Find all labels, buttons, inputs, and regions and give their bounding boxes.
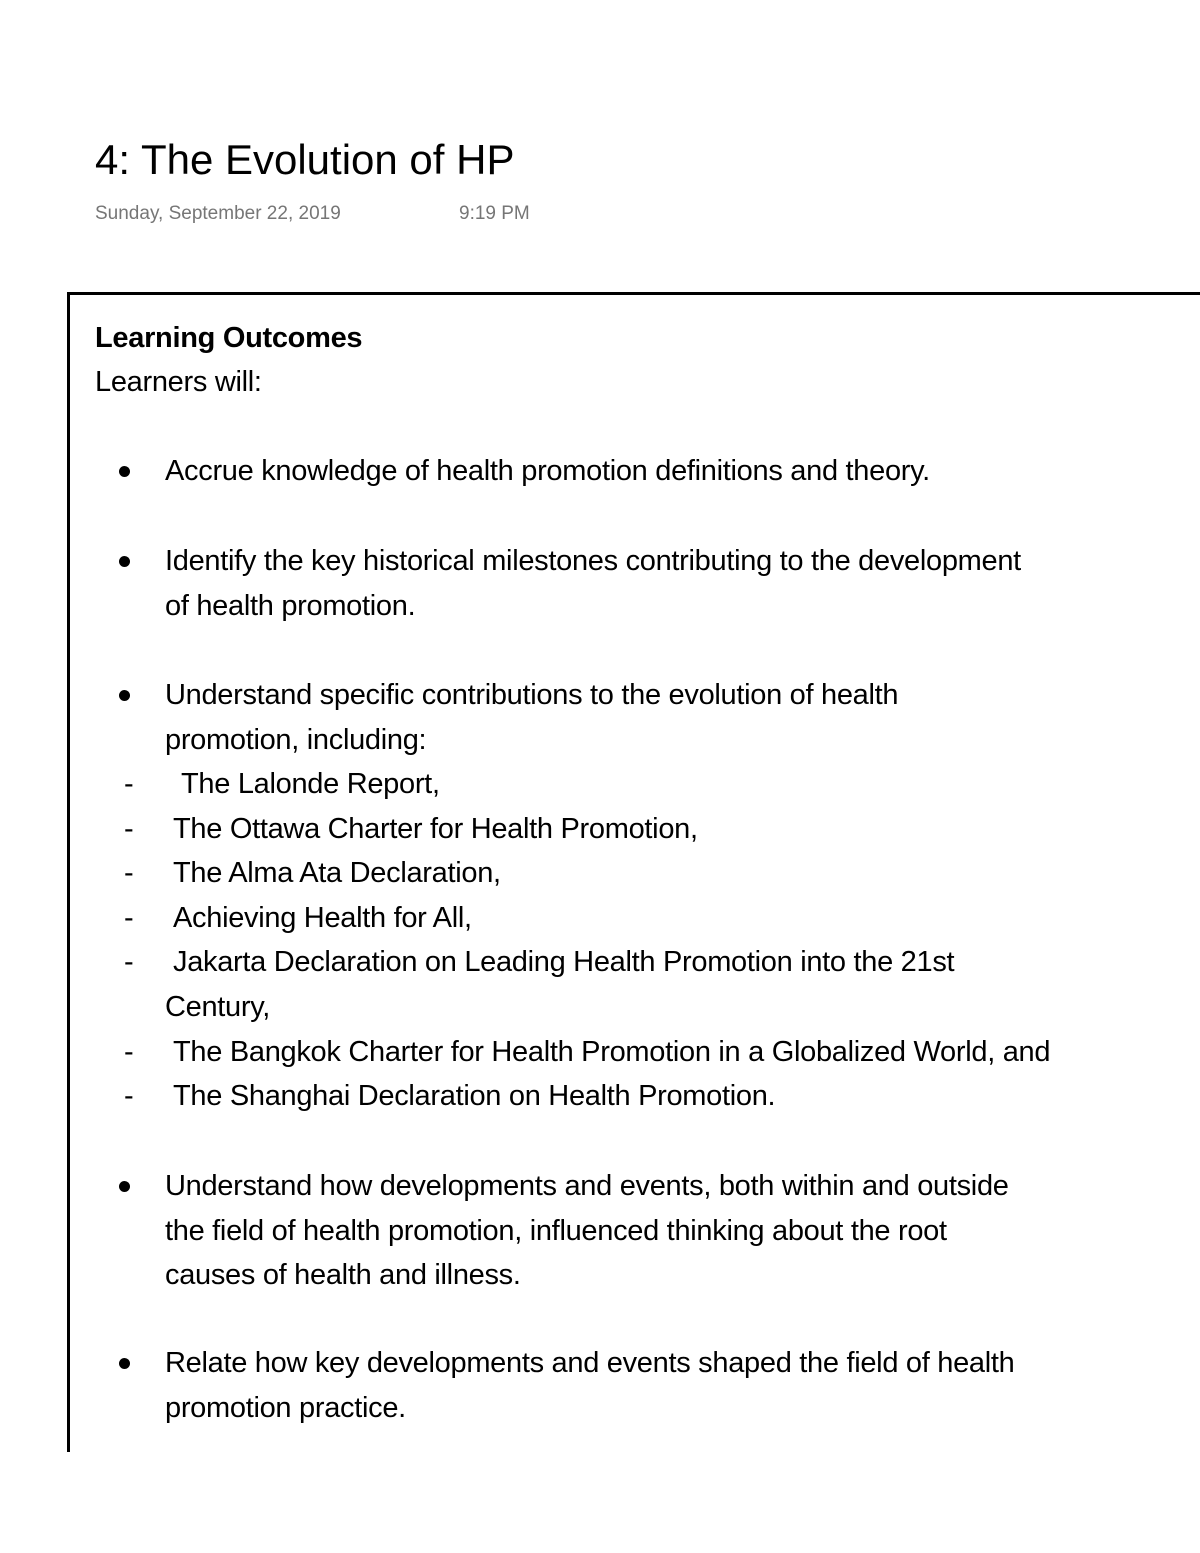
page-title: 4: The Evolution of HP [95, 136, 515, 183]
dash-marker: - [124, 946, 134, 978]
note-time: 9:19 PM [459, 203, 530, 224]
learning-outcomes-heading: Learning Outcomes [95, 322, 363, 354]
dash-marker: - [124, 902, 134, 934]
bullet-text: Identify the key historical milestones contributing to the development [165, 545, 1021, 577]
sub-item-bangkok-charter: The Bangkok Charter for Health Promotion in a Globalized World, and [173, 1036, 1051, 1068]
dash-marker: - [124, 813, 134, 845]
bullet-dot [119, 466, 130, 477]
bullet-dot [119, 1181, 130, 1192]
sub-item-shanghai-declaration: The Shanghai Declaration on Health Promotion. [173, 1080, 776, 1112]
learners-will-text: Learners will: [95, 366, 262, 398]
sub-item-health-for-all: Achieving Health for All, [173, 902, 472, 934]
bullet-dot [119, 690, 130, 701]
dash-marker: - [124, 768, 134, 800]
sub-item-ottawa-charter: The Ottawa Charter for Health Promotion, [173, 813, 698, 845]
bullet-text: Relate how key developments and events shaped the field of health [165, 1347, 1015, 1379]
bullet-text: Understand how developments and events, both within and outside [165, 1170, 1009, 1202]
bullet-text-continued: promotion, including: [165, 724, 427, 756]
bullet-text-continued: of health promotion. [165, 590, 416, 622]
bullet-text: Accrue knowledge of health promotion definitions and theory. [165, 455, 930, 487]
sub-item-jakarta-continued: Century, [165, 991, 271, 1023]
sub-item-lalonde-report: The Lalonde Report, [181, 768, 440, 800]
sub-item-alma-ata: The Alma Ata Declaration, [173, 857, 501, 889]
bullet-text-continued: causes of health and illness. [165, 1259, 521, 1291]
bullet-text-continued: the field of health promotion, influenced thinking about the root [165, 1215, 947, 1247]
sub-item-jakarta-declaration: Jakarta Declaration on Leading Health Promotion into the 21st [173, 946, 955, 978]
dash-marker: - [124, 1036, 134, 1068]
bullet-dot [119, 556, 130, 567]
bullet-text-continued: promotion practice. [165, 1392, 406, 1424]
bullet-dot [119, 1358, 130, 1369]
dash-marker: - [124, 1080, 134, 1112]
dash-marker: - [124, 857, 134, 889]
bullet-text: Understand specific contributions to the evolution of health [165, 679, 899, 711]
note-date: Sunday, September 22, 2019 [95, 203, 341, 224]
